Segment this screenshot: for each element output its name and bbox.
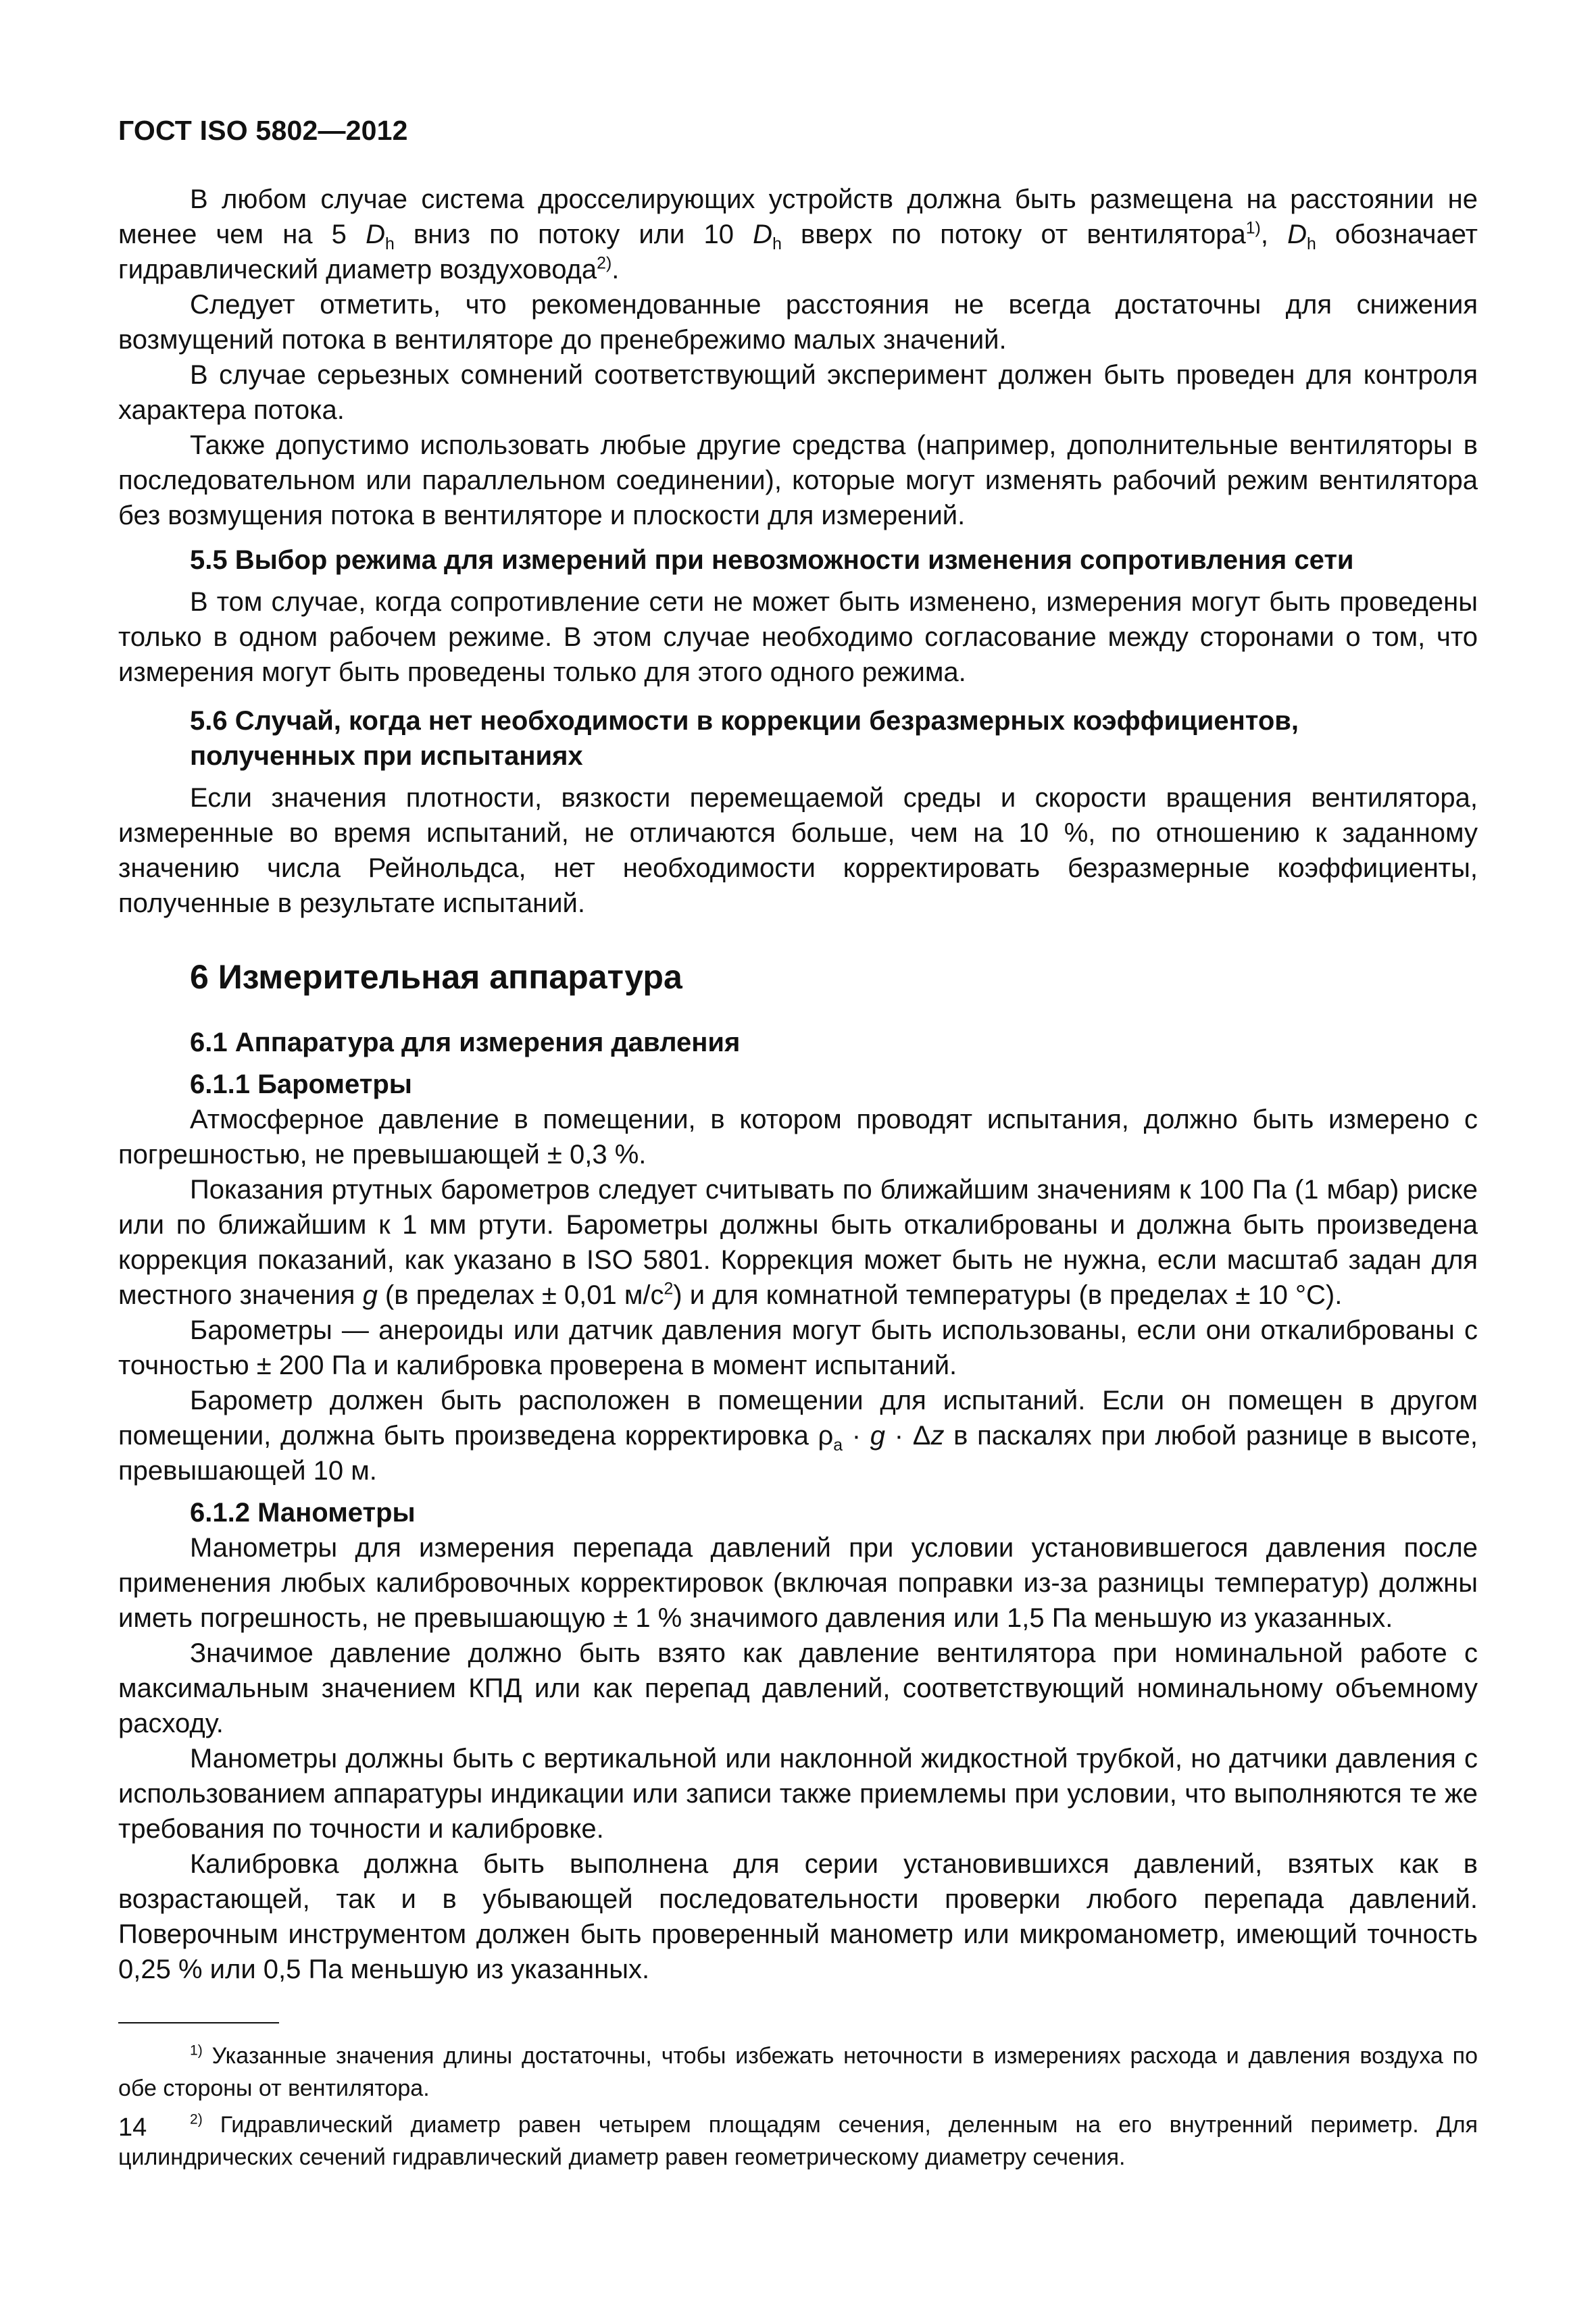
paragraph-distances-note: Следует отметить, что рекомендованные расстояния не всегда достаточны для снижения возмущений потока в вентиляторе до пренебрежимо малых значений.: [118, 290, 1478, 355]
section-6-1-title: 6.1 Аппаратура для измерения давления: [190, 1028, 741, 1057]
barometers-location: Барометр должен быть расположен в помещении для испытаний. Если он помещен в другом помещении, должна быть произведена корректировка $\rho_a \cdot g \cdot \Delta z$ в паскалях при любой разнице в высоте, превышающей 10 м.: [118, 1386, 1478, 1486]
manometers-accuracy: Манометры для измерения перепада давлений при условии установившегося давления после применения любых калибровочных корректировок (включая поправки из-за разницы температур) должны иметь погрешность, не превышающую ± 1 % значимого давления или 1,5 Па меньшую из указанных.: [118, 1533, 1478, 1633]
section-6-1-2-title: 6.1.2 Манометры: [190, 1498, 416, 1528]
section-5-6-text: Если значения плотности, вязкости перемещаемой среды и скорости вращения вентилятора, измеренные во время испытаний, не отличаются больше, чем на 10 %, по отношению к заданному значению числа Рейнольдса, нет необходимости корректировать безразмерные коэффициенты, полученные в результате испытаний.: [118, 783, 1478, 918]
section-6-1-1-title: 6.1.1 Барометры: [190, 1070, 412, 1099]
manometers-types: Манометры должны быть с вертикальной или наклонной жидкостной трубкой, но датчики давления с использованием аппаратуры индикации или записи также приемлемы при условии, что выполняются те же требования по точности и калибровке.: [118, 1744, 1478, 1844]
document-header: ГОСТ ISO 5802—2012: [118, 115, 408, 146]
manometers-significant-pressure: Значимое давление должно быть взято как давление вентилятора при номинальной работе с максимальным значением КПД или как перепад давлений, соответствующий номинальному объемному расходу.: [118, 1638, 1478, 1738]
footnote-divider: [118, 2022, 279, 2023]
footnote-1: $^{1)}$ Указанные значения длины достаточны, чтобы избежать неточности в измерениях расхода и давления воздуха по обе стороны от вентилятора.: [118, 2042, 1478, 2101]
footnote-ref-2: 2): [597, 254, 612, 273]
barometers-mercury-reading: Показания ртутных барометров следует считывать по ближайшим значениям к 100 Па (1 мбар) риске или по ближайшим к 1 мм ртути. Барометры должны быть откалиброваны и должна быть произведена коррекция показаний, как указано в ISO 5801. Коррекция может быть не нужна, если масштаб задан для местного значения g (в пределах ± 0,01 $м/с^2$) и для комнатной температуры (в пределах ± 10 °С).: [118, 1175, 1478, 1310]
footnote-2: $^{2)}$ Гидравлический диаметр равен четырем площадям сечения, деленным на его внутренний периметр. Для цилиндрических сечений гидравлический диаметр равен геометрическому диаметру сечения.: [118, 2111, 1478, 2170]
paragraph-other-means: Также допустимо использовать любые другие средства (например, дополнительные вентиляторы в последовательном или параллельном соединении), которые могут изменять рабочий режим вентилятора без возмущения потока в вентиляторе и плоскости для измерений.: [118, 430, 1478, 530]
document-page: [118, 115, 1478, 2173]
barometers-aneroid: Барометры — анероиды или датчик давления могут быть использованы, если они откалиброваны с точностью ± 200 Па и калибровка проверена в момент испытаний.: [118, 1315, 1478, 1380]
barometers-accuracy: Атмосферное давление в помещении, в котором проводят испытания, должно быть измерено с погрешностью, не превышающей ± 0,3 %.: [118, 1105, 1478, 1169]
paragraph-doubts-experiment: В случае серьезных сомнений соответствующий эксперимент должен быть проведен для контроля характера потока.: [118, 360, 1478, 425]
section-5-5-text: В том случае, когда сопротивление сети не может быть изменено, измерения могут быть проведены только в одном рабочем режиме. В этом случае необходимо согласование между сторонами о том, что измерения могут быть проведены только для этого одного режима.: [118, 587, 1478, 687]
section-6-title: 6 Измерительная аппаратура: [190, 958, 682, 996]
manometers-calibration: Калибровка должна быть выполнена для серии установившихся давлений, взятых как в возрастающей, так и в убывающей последовательности проверки любого перепада давлений. Поверочным инструментом должен быть проверенный манометр или микроманометр, имеющий точность 0,25 % или 0,5 Па меньшую из указанных.: [118, 1849, 1478, 1984]
paragraph-throttling-placement: В любом случае система дросселирующих устройств должна быть размещена на расстоянии не менее чем на 5 $D_h$ вниз по потоку или 10 $D_h$ вверх по потоку от вентилятора$^{1)}$, $D_h$ обозначает гидравлический диаметр воздуховода$^{2)}$.: [118, 184, 1478, 284]
page-number: 14: [118, 2113, 147, 2142]
footnote-ref-1: 1): [1245, 219, 1261, 238]
section-5-6-title: 5.6 Случай, когда нет необходимости в коррекции безразмерных коэффициентов, полученных при испытаниях: [190, 706, 1299, 771]
section-5-5-title: 5.5 Выбор режима для измерений при невозможности изменения сопротивления сети: [190, 545, 1354, 575]
